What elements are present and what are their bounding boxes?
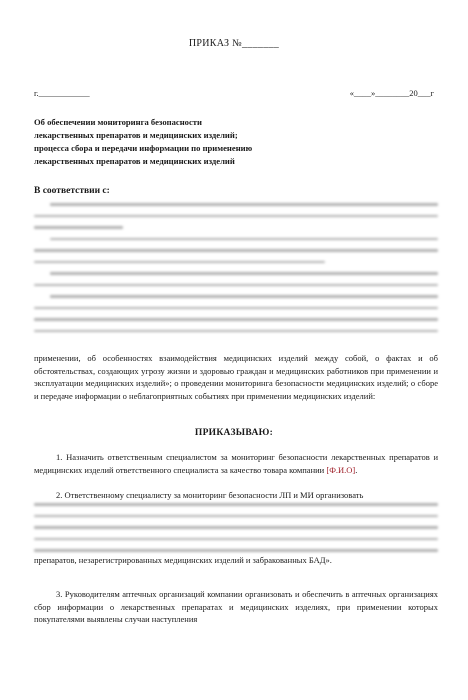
date-field: «____»________20___г: [349, 88, 434, 98]
basis-paragraph: применении, об особенностях взаимодействия медицинских изделий между собой, о фактах и об обстоятельствах, создающих угрозу жизни и здоровью граждан и медицинских работников при применении и эксплуатации медицинских изделий»; о проведении мониторинга безопасности медицинских изделий; о сборе и передаче информации о неблагоприятных событиях при применении медицинских изделий:: [34, 353, 438, 401]
basis-heading: В соответствии с:: [34, 186, 110, 196]
blurred-text-block: [34, 203, 438, 351]
order-subject: [34, 116, 252, 168]
order-item-1: [34, 451, 438, 476]
item1-end: .: [355, 464, 358, 475]
subject-line: Об обеспечении мониторинга безопасности: [34, 117, 202, 127]
blurred-text-block-2: [34, 503, 438, 555]
order-item-2: [34, 489, 438, 502]
item3-text: 3. Руководителям аптечных организаций компании организовать и обеспечить в аптечных организациях сбор информации о лекарственных препаратах и медицинских изделиях, при применении которых покупателями выявлены случаи наступления: [34, 589, 438, 625]
item2-text: 2. Ответственному специалисту за мониторинг безопасности ЛП и МИ организовать: [56, 490, 364, 500]
subject-line: лекарственных препаратов и медицинских изделий;: [34, 130, 238, 140]
order-number-title: ПРИКАЗ №_______: [188, 38, 280, 49]
order-item-3: [34, 588, 438, 626]
name-placeholder: [Ф.И.О]: [326, 464, 356, 475]
subject-line: лекарственных препаратов и медицинских изделий: [34, 156, 235, 166]
order-item-2-tail: препаратов, незарегистрированных медицинских изделий и забракованных БАД».: [34, 555, 332, 565]
item1-text: 1. Назначить ответственным специалистом за мониторинг безопасности лекарственных препаратов и медицинских изделий ответственного специалиста за качество товара компании: [34, 452, 438, 475]
subject-line: процесса сбора и передачи информации по применению: [34, 143, 253, 153]
order-heading: ПРИКАЗЫВАЮ:: [194, 428, 274, 438]
city-field: г.____________: [34, 88, 90, 98]
